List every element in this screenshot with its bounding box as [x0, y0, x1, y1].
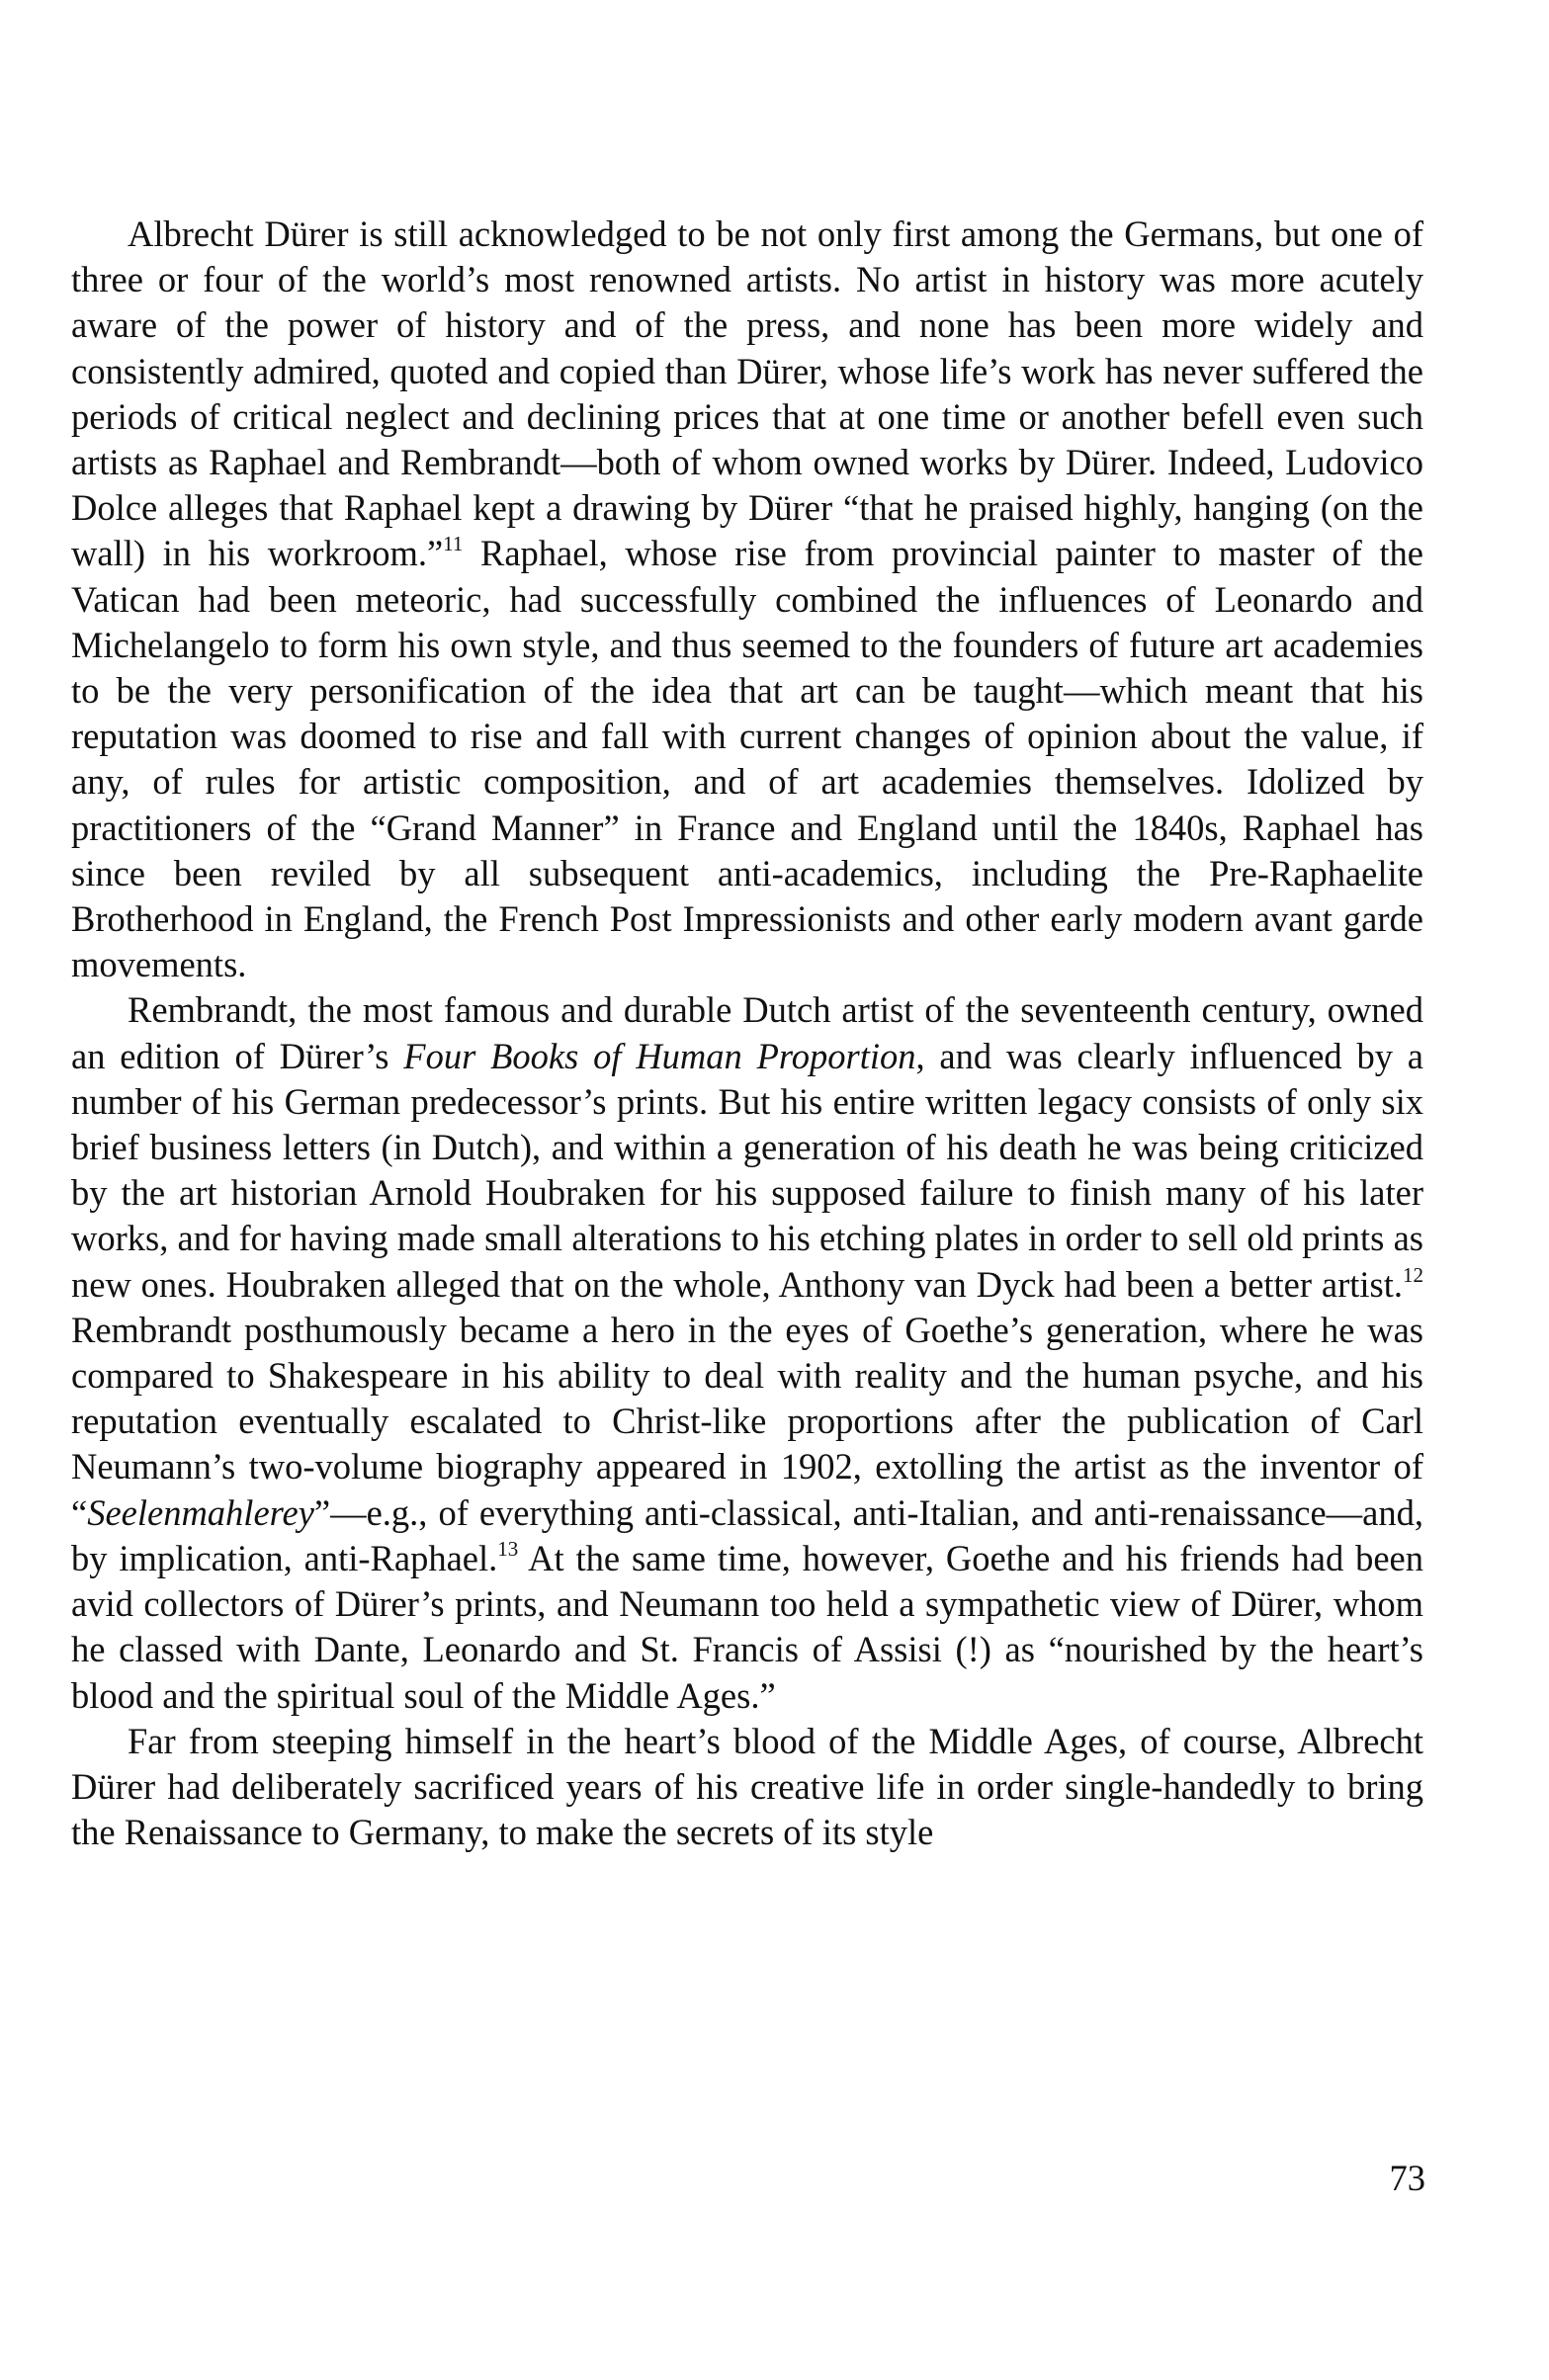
paragraph-2-text-2: , and was clearly influenced by a number of his German predecessor’s prints. But his entire written legacy consists of only six brief business letters (in Dutch), and within a generation of his death he was being criticized by the art historian Arnold Houbraken for his supposed failure to finish many of his later works, and for having made small alterations to his etching plates in order to sell old prints as new ones. Houbraken alleged that on the whole, Anthony van Dyck had been a better artist.: [71, 1035, 1423, 1305]
paragraph-2-text-5: At the same time, however, Goethe and his friends had been avid collectors of Dürer’s prints, and Neumann too held a sympathetic view of Dürer, whom he classed with Dante, Leonardo and St. Francis of Assisi (!) as “nourished by the heart’s blood and the spiritual soul of the Middle Ages.”: [71, 1537, 1423, 1716]
paragraph-2-text-3: Rembrandt posthumously became a hero in the eyes of Goethe’s generation, where he was compared to Shakespeare in his ability to deal with reality and the human psyche, and his reputation eventually escalated to Christ-like proportions after the publication of Carl Neumann’s two-volume biography appeared in 1902, extolling the artist as the inventor of “: [71, 1309, 1423, 1533]
paragraph-3-text-1: Far from steeping himself in the heart’s blood of the Middle Ages, of course, Albrecht Dürer had deliberately sacrificed years of his creative life in order single-handedly to bring the Renaissance to Germany, to make the secrets of its style: [71, 1720, 1423, 1853]
paragraph-1: [71, 212, 1423, 987]
paragraph-1-text-2: Raphael, whose rise from provincial painter to master of the Vatican had been meteoric, had successfully combined the influences of Leonardo and Michelangelo to form his own style, and thus seemed to the founders of future art academies to be the very personification of the idea that art can be taught—which meant that his reputation was doomed to rise and fall with current changes of opinion about the value, if any, of rules for artistic composition, and of art academies themselves. Idolized by practitioners of the “Grand Manner” in France and England until the 1840s, Raphael has since been reviled by all subsequent anti-academics, including the Pre-Raphaelite Brotherhood in England, the French Post Impressionists and other early modern avant garde movements.: [71, 533, 1424, 985]
paragraph-1-text-1: Albrecht Dürer is still acknowledged to be not only first among the Germans, but one of three or four of the world’s most renowned artists. No artist in history was more acutely aware of the power of history and of the press, and none has been more widely and consistently admired, quoted and copied than Dürer, whose life’s work has never suffered the periods of critical neglect and declining prices that at one time or another befell even such artists as Raphael and Rembrandt—both of whom owned works by Dürer. Indeed, Ludovico Dolce alleges that Raphael kept a drawing by Dürer “that he praised highly, hanging (on the wall) in his workroom.”: [71, 213, 1423, 574]
book-title-four-books: Four Books of Human Proportion: [403, 1035, 916, 1076]
paragraph-2-text-4: ”—e.g., of everything anti-classical, anti-Italian, and anti-renaissance—and, by implication, anti-Raphael.: [71, 1491, 1423, 1578]
page-number: 73: [1389, 2158, 1425, 2198]
term-seelenmahlerey: Seelenmahlerey: [87, 1491, 314, 1533]
paragraph-3: [71, 1719, 1423, 1856]
footnote-ref-12: 12: [1403, 1262, 1423, 1287]
body-text: [71, 212, 1423, 1855]
footnote-ref-13: 13: [497, 1536, 519, 1561]
paragraph-2: [71, 987, 1423, 1718]
paragraph-2-text-1: Rembrandt, the most famous and durable Dutch artist of the seventeenth century, owned an edition of Dürer’s: [71, 989, 1423, 1076]
footnote-ref-11: 11: [443, 532, 464, 556]
